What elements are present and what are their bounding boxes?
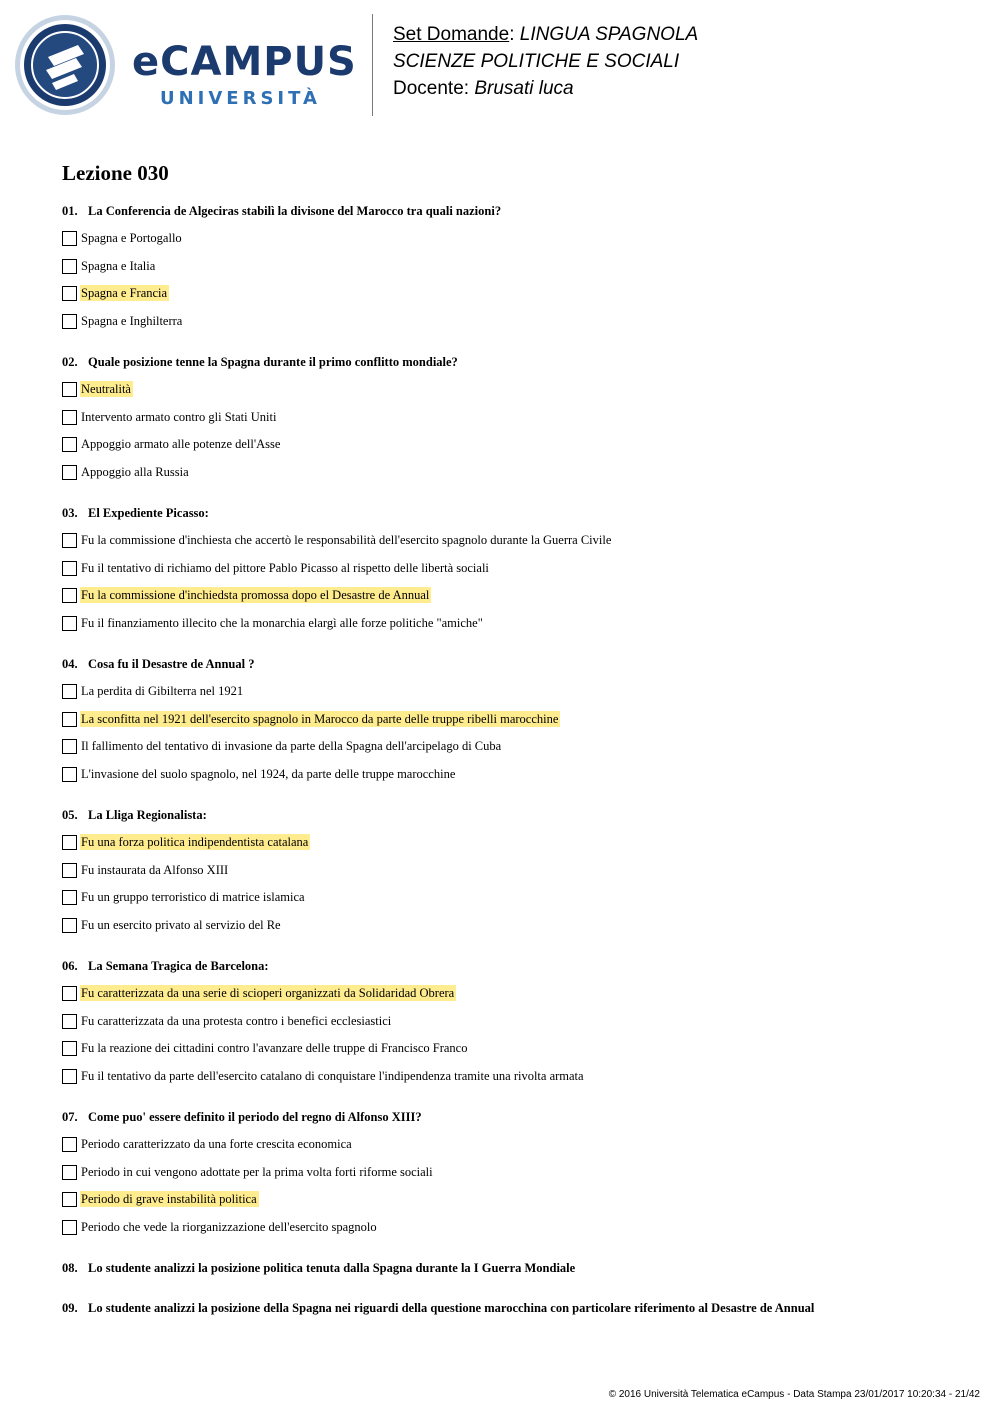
checkbox[interactable]	[62, 588, 77, 603]
checkbox[interactable]	[62, 616, 77, 631]
checkbox[interactable]	[62, 767, 77, 782]
checkbox[interactable]	[62, 533, 77, 548]
checkbox[interactable]	[62, 1137, 77, 1152]
page-header	[0, 0, 1000, 130]
answer-option[interactable]: Fu il tentativo da parte dell'esercito catalano di conquistare l'indipendenza tramite una rivolta armata	[62, 1067, 586, 1085]
question-07: 07. Come puo' essere definito il periodo del regno di Alfonso XIII?	[62, 1110, 422, 1124]
answer-option[interactable]: Spagna e Portogallo	[62, 229, 184, 247]
answer-option[interactable]: Fu la reazione dei cittadini contro l'avanzare delle truppe di Francisco Franco	[62, 1039, 469, 1057]
answer-option[interactable]: Il fallimento del tentativo di invasione da parte della Spagna dell'arcipelago di Cuba	[62, 737, 503, 755]
checkbox[interactable]	[62, 1192, 77, 1207]
answer-option[interactable]: Intervento armato contro gli Stati Uniti	[62, 408, 278, 426]
course-info	[393, 21, 698, 102]
answer-option[interactable]: Periodo di grave instabilità politica	[62, 1190, 259, 1208]
answer-option[interactable]: La perdita di Gibilterra nel 1921	[62, 682, 245, 700]
answer-option[interactable]: Fu il tentativo di richiamo del pittore Pablo Picasso al rispetto delle libertà sociali	[62, 559, 491, 577]
checkbox[interactable]	[62, 437, 77, 452]
checkbox[interactable]	[62, 561, 77, 576]
checkbox[interactable]	[62, 259, 77, 274]
checkbox[interactable]	[62, 918, 77, 933]
checkbox[interactable]	[62, 1041, 77, 1056]
answer-option[interactable]: Fu instaurata da Alfonso XIII	[62, 861, 230, 879]
answer-option[interactable]: La sconfitta nel 1921 dell'esercito spagnolo in Marocco da parte delle truppe ribelli marocchine	[62, 710, 560, 728]
checkbox[interactable]	[62, 231, 77, 246]
faculty-name: SCIENZE POLITICHE E SOCIALI	[393, 51, 680, 72]
answer-option[interactable]: Neutralità	[62, 380, 133, 398]
teacher-line	[393, 75, 698, 102]
ecampus-logo-emblem	[14, 14, 116, 116]
checkbox[interactable]	[62, 684, 77, 699]
question-06: 06. La Semana Tragica de Barcelona:	[62, 959, 269, 973]
question-09: 09. Lo studente analizzi la posizione della Spagna nei riguardi della questione marocchina con particolare riferimento al Desastre de Annual	[62, 1301, 815, 1315]
checkbox[interactable]	[62, 410, 77, 425]
answer-option[interactable]: Spagna e Italia	[62, 257, 157, 275]
checkbox[interactable]	[62, 863, 77, 878]
answer-option[interactable]: Spagna e Inghilterra	[62, 312, 184, 330]
question-03: 03. El Expediente Picasso:	[62, 506, 209, 520]
header-divider	[372, 14, 373, 116]
question-05: 05. La Lliga Regionalista:	[62, 808, 207, 822]
answer-option[interactable]: Spagna e Francia	[62, 284, 169, 302]
checkbox[interactable]	[62, 314, 77, 329]
answer-option[interactable]: Fu un esercito privato al servizio del Re	[62, 916, 283, 934]
answer-option[interactable]: Fu caratterizzata da una serie di scioperi organizzati da Solidaridad Obrera	[62, 984, 456, 1002]
set-label: Set Domande	[393, 24, 510, 45]
checkbox[interactable]	[62, 835, 77, 850]
checkbox[interactable]	[62, 739, 77, 754]
lesson-title: Lezione 030	[62, 161, 169, 185]
teacher-label: Docente:	[393, 78, 470, 99]
question-02: 02. Quale posizione tenne la Spagna durante il primo conflitto mondiale?	[62, 355, 458, 369]
question-08: 08. Lo studente analizzi la posizione politica tenuta dalla Spagna durante la I Guerra Mondiale	[62, 1261, 576, 1275]
course-name: LINGUA SPAGNOLA	[519, 24, 699, 45]
answer-option[interactable]: Periodo in cui vengono adottate per la prima volta forti riforme sociali	[62, 1163, 435, 1181]
course-name-line: Set Domande: LINGUA SPAGNOLA	[393, 24, 699, 45]
answer-option[interactable]: Fu una forza politica indipendentista catalana	[62, 833, 310, 851]
answer-option[interactable]: Appoggio alla Russia	[62, 463, 191, 481]
answer-option[interactable]: Periodo che vede la riorganizzazione dell'esercito spagnolo	[62, 1218, 379, 1236]
answer-option[interactable]: Fu la commissione d'inchiesta che accertò le responsabilità dell'esercito spagnolo durante la Guerra Civile	[62, 531, 613, 549]
checkbox[interactable]	[62, 712, 77, 727]
checkbox[interactable]	[62, 1220, 77, 1235]
answer-option[interactable]: Fu la commissione d'inchiedsta promossa dopo el Desastre de Annual	[62, 586, 431, 604]
answer-option[interactable]: Fu caratterizzata da una protesta contro i benefici ecclesiastici	[62, 1012, 393, 1030]
answer-option[interactable]: L'invasione del suolo spagnolo, nel 1924, da parte delle truppe marocchine	[62, 765, 457, 783]
page-footer: © 2016 Università Telematica eCampus - Data Stampa 23/01/2017 10:20:34 - 21/42	[608, 1389, 980, 1400]
answer-option[interactable]: Fu il finanziamento illecito che la monarchia elargì alle forze politiche "amiche"	[62, 614, 485, 632]
checkbox[interactable]	[62, 986, 77, 1001]
answer-option[interactable]: Fu un gruppo terroristico di matrice islamica	[62, 888, 307, 906]
teacher-name: Brusati luca	[474, 78, 574, 99]
checkbox[interactable]	[62, 890, 77, 905]
checkbox[interactable]	[62, 465, 77, 480]
logo-sub-text: UNIVERSITÀ	[160, 88, 321, 109]
answer-option[interactable]: Periodo caratterizzato da una forte crescita economica	[62, 1135, 354, 1153]
checkbox[interactable]	[62, 286, 77, 301]
logo-brand-text: eCAMPUS	[132, 39, 357, 85]
answer-option[interactable]: Appoggio armato alle potenze dell'Asse	[62, 435, 282, 453]
checkbox[interactable]	[62, 382, 77, 397]
checkbox[interactable]	[62, 1165, 77, 1180]
question-04: 04. Cosa fu il Desastre de Annual ?	[62, 657, 255, 671]
checkbox[interactable]	[62, 1069, 77, 1084]
question-01: 01. La Conferencia de Algeciras stabilì la divisone del Marocco tra quali nazioni?	[62, 204, 502, 218]
checkbox[interactable]	[62, 1014, 77, 1029]
